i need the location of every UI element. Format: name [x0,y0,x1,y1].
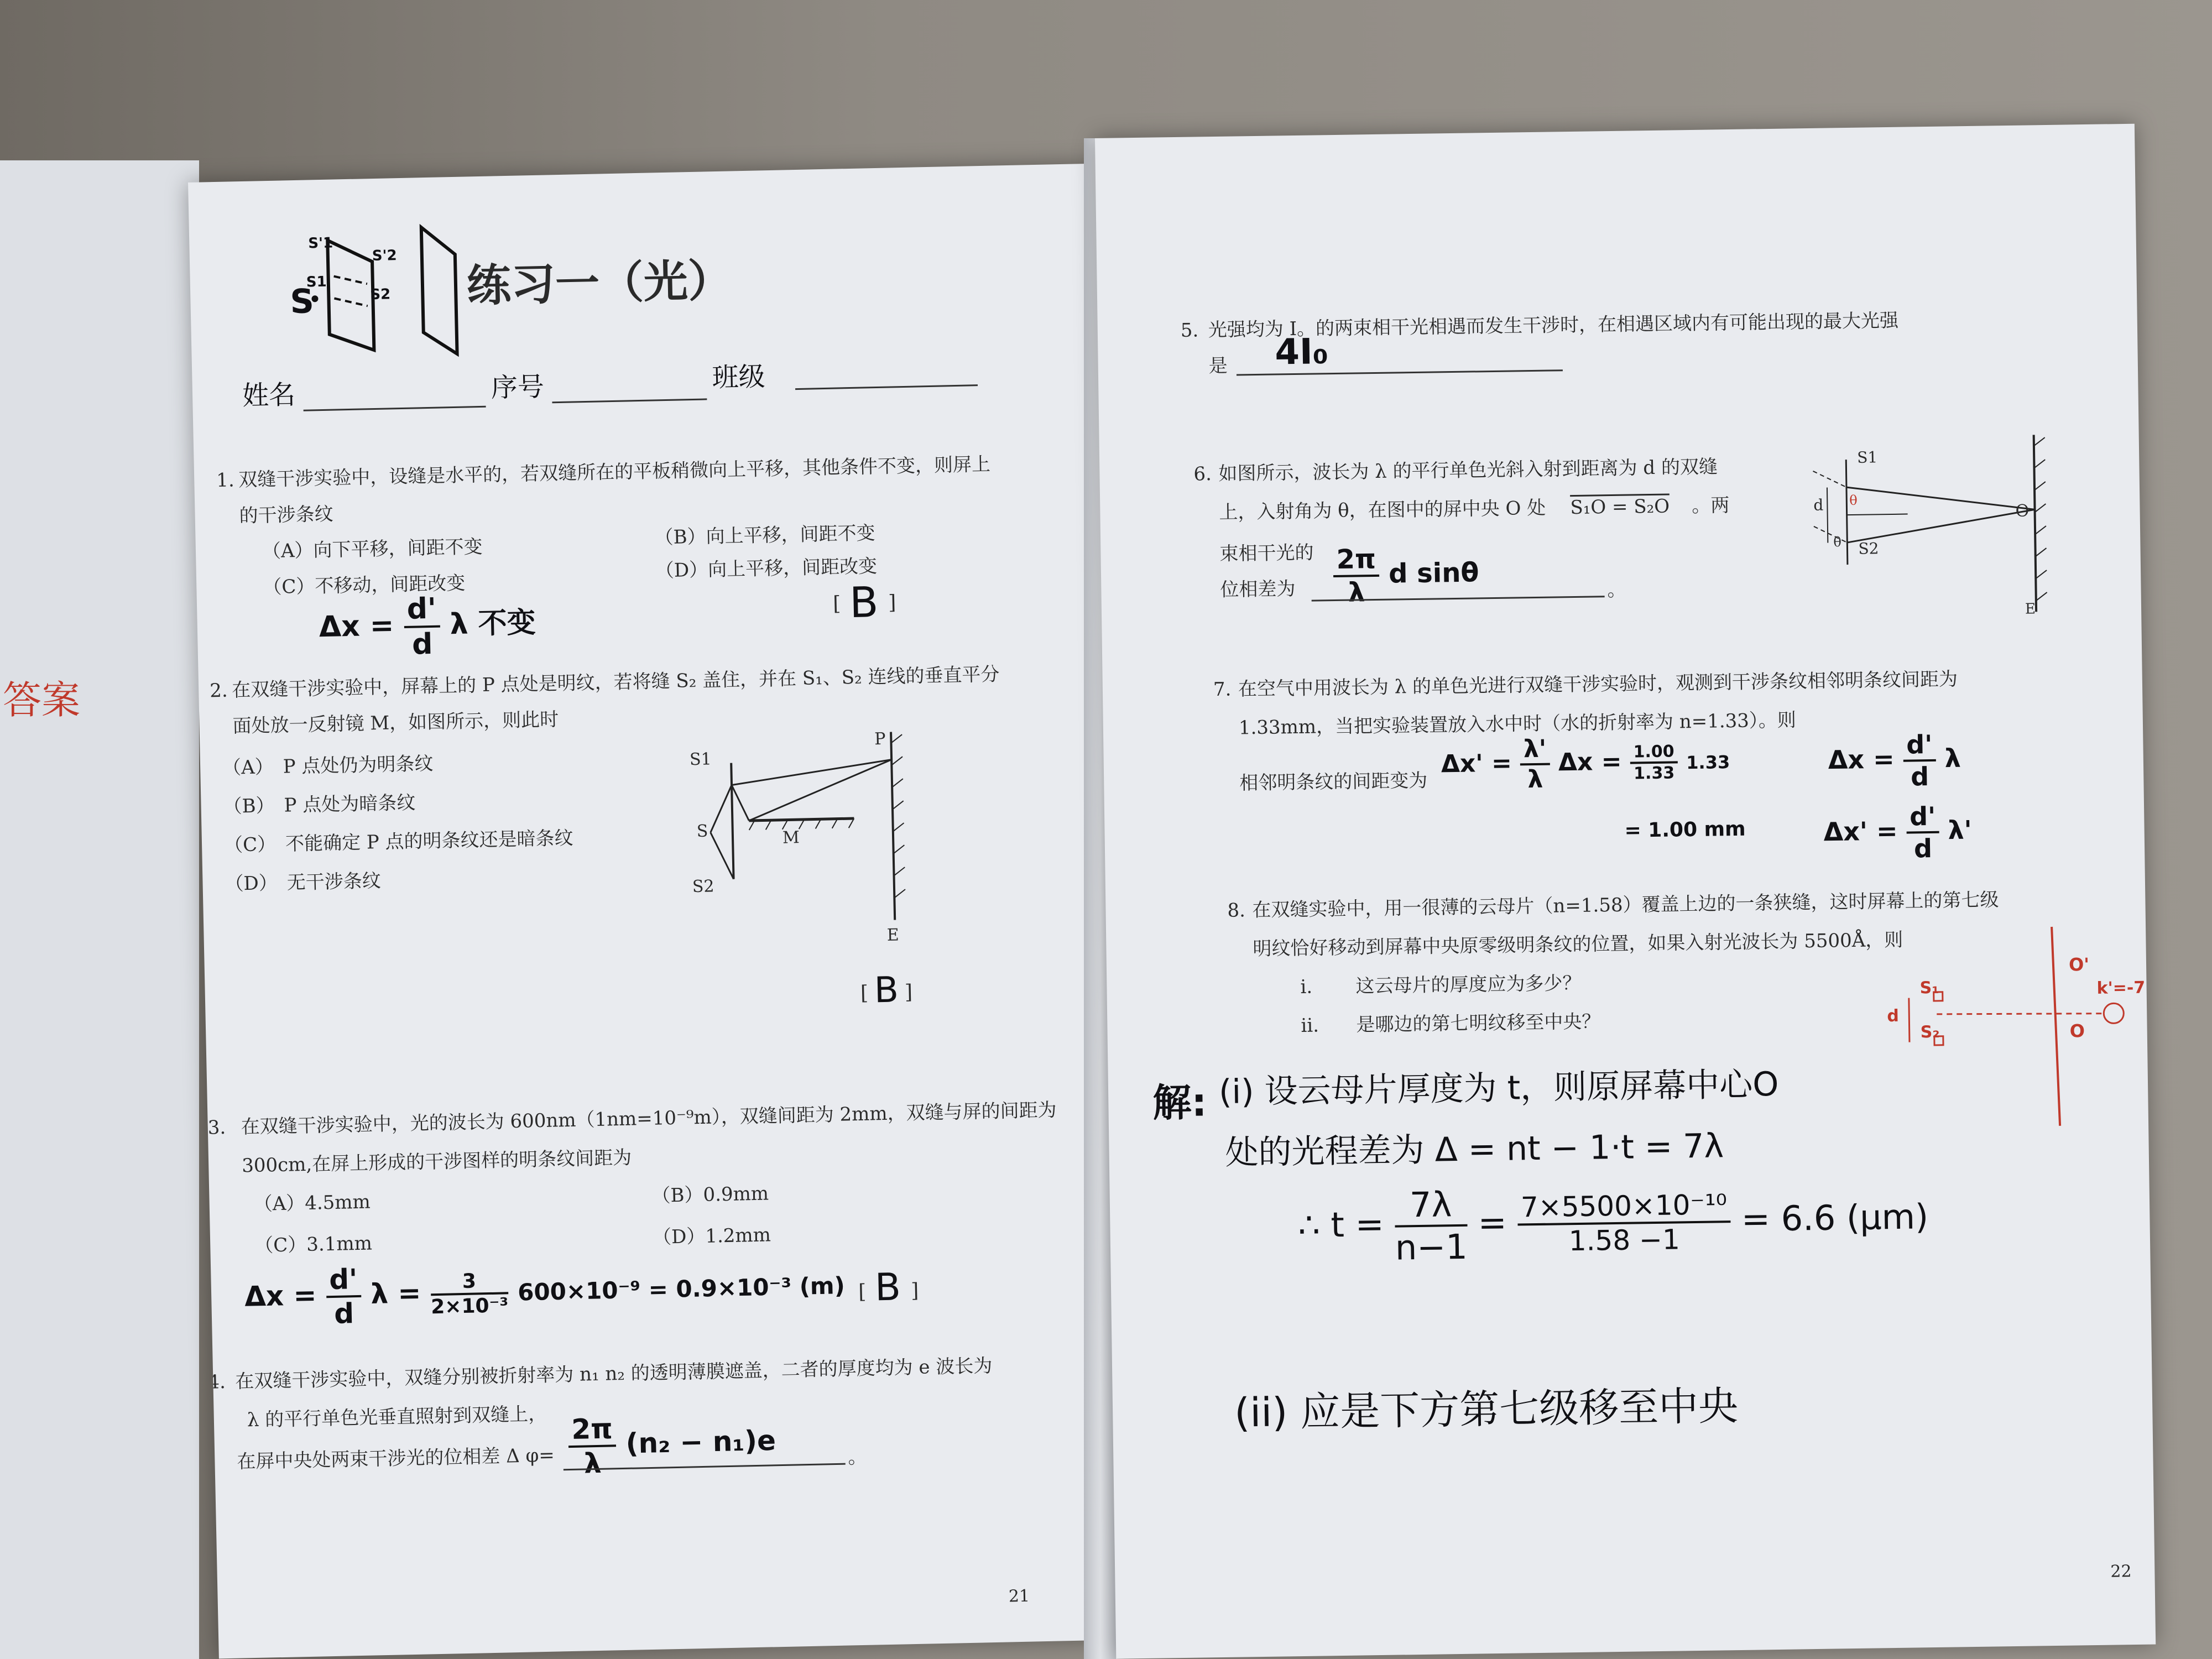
q6-slit-plate [1846,460,1848,565]
q7-side1-lhs: Δx = [1828,744,1895,775]
q6-screen [2034,435,2036,612]
q7-hand-num2: 1.00 [1630,742,1678,764]
q4-hand-den: λ [583,1447,602,1480]
q3-number: 3. [207,1116,226,1139]
q6-text-2b: S₁O = S₂O [1570,495,1670,519]
q6-figure [1796,435,2059,621]
q2-fig-s1: S1 [689,749,712,770]
q6-fig-theta-2: θ [1833,534,1841,550]
q2-bracket-open: [ [860,982,869,1005]
q3-option-c: （C）3.1mm [254,1232,373,1257]
q2-answer: B [874,969,899,1011]
seq-label: 序号 [491,371,545,404]
q3-text-2: 300cm,在屏上形成的干涉图样的明条纹间距为 [241,1146,632,1177]
q1-bracket-close: ] [888,591,896,614]
q2-figure [686,732,923,947]
q3-hand-num1: d' [326,1263,361,1298]
q7-hand-fraction-1 [1520,735,1551,794]
slit-line-2 [334,298,367,306]
q8-red-o-prime: O' [2068,954,2090,975]
q3-hand-den1: d [333,1297,354,1330]
q6-fig-theta-1: θ [1849,492,1858,509]
q7-side2-fraction [1906,801,1940,864]
class-label: 班级 [712,361,766,394]
q3-option-b: （B）0.9mm [651,1182,769,1207]
q8-red-d: d [1887,1006,1900,1026]
q4-text-3: 在屏中央处两束干涉光的位相差 Δ φ= [237,1444,555,1473]
q7-hand-lhs: Δx' = [1441,749,1512,779]
q6-text-2c: 。两 [1692,494,1730,517]
q4-number: 4. [207,1371,226,1394]
q4-text-1: 在双缝干涉实验中，双缝分别被折射率为 n₁ n₂ 的透明薄膜遮盖，二者的厚度均为 e 波长为 [235,1355,993,1393]
q1-text-1: 双缝干涉实验中，设缝是水平的，若双缝所在的平板稍微向上平移，其他条件不变，则屏上 [238,453,991,492]
q1-option-c: （C）不移动，间距改变 [262,572,466,599]
page-title: 练习一（光） [466,254,733,312]
q7-side2-den: d [1913,833,1933,864]
q5-handwritten-answer: 4I₀ [1274,331,1329,373]
right-page-number: 22 [2110,1562,2132,1582]
q7-hand-num1: λ' [1520,735,1550,766]
seq-field[interactable] [552,398,707,403]
q1-bracket-open: [ [832,592,841,615]
q8-solution-label: 解: [1152,1079,1207,1126]
q8-sub-ii: 是哪边的第七明纹移至中央？ [1356,1010,1601,1036]
q8-text-1: 在双缝实验中，用一很薄的云母片（n=1.58）覆盖上边的一条狭缝，这时屏幕上的第七级 [1252,889,1999,922]
q8-solution-line-2: 处的光程差为 Δ = nt − 1·t = 7λ [1225,1126,1724,1172]
q8-number: 8. [1227,899,1246,922]
screen-sketch [421,227,457,354]
q6-fig-o: O [2015,501,2030,521]
q6-normal [1847,514,1908,515]
q7-side1-fraction [1903,729,1937,792]
q6-text-3: 束相干光的 [1219,541,1314,565]
q2-slit-plate [731,763,733,879]
q6-fig-d: d [1813,495,1824,514]
q3-bracket-open: [ [858,1280,867,1304]
q3-hand-fraction-1 [326,1263,362,1330]
q1-option-d: （D）向上平移，间距改变 [655,555,878,582]
q3-option-d: （D）1.2mm [652,1224,771,1249]
q6-fig-s2: S2 [1858,539,1879,558]
q6-text-2: 上，入射角为 θ，在图中的屏中央 O 处 [1219,497,1546,524]
q8-sol-fraction-2 [1517,1188,1731,1258]
q7-number: 7. [1213,678,1232,701]
q7-hand-den1: λ [1527,765,1543,794]
q7-side2-num: d' [1906,801,1939,834]
q7-side1-tail: λ [1944,743,1961,774]
underlying-page [0,160,199,1659]
header-s1p-label: S'1 [308,234,333,252]
class-field[interactable] [795,384,978,390]
q8-red-axis [1937,1012,2103,1016]
q7-hand-tail: 1.33 [1686,752,1730,774]
q8-solution-line-1: (i) 设云母片厚度为 t，则原屏幕中心O [1218,1065,1779,1112]
q2-text-2: 面处放一反射镜 M，如图所示，则此时 [232,708,559,738]
q8-sol-den2: 1.58 −1 [1568,1223,1681,1258]
q7-side2-lhs: Δx' = [1823,816,1898,847]
q6-d-dimension [1827,488,1828,543]
q4-end-mark: 。 [848,1446,867,1469]
q8-sol-fraction-1 [1394,1184,1468,1268]
q7-hand-mid: Δx = [1558,747,1622,777]
q1-option-a: （A）向下平移，间距不变 [262,535,483,563]
q2-bracket-close: ] [904,980,913,1004]
q2-ray-to-mirror [732,785,749,821]
q2-fig-p: P [874,729,886,749]
underlying-red-mark: 答案 [3,677,80,723]
slit-line-1 [334,275,367,284]
q6-ray-s1 [1846,484,2035,512]
q3-hand-num2: 3 [430,1269,508,1296]
name-label: 姓名 [242,379,296,412]
q7-hand-den2: 1.33 [1633,763,1675,784]
q8-solution-line-4: (ii) 应是下方第七级移至中央 [1234,1382,1739,1436]
q3-text-1: 在双缝干涉实验中，光的波长为 600nm（1nm=10⁻⁹m），双缝间距为 2mm，双缝与屏的间距为 [241,1099,1057,1139]
q1-hand-lhs: Δx = [319,609,394,644]
q6-number: 6. [1193,463,1212,486]
q2-fig-m: M [782,828,800,848]
q8-red-k: k'=-7 [2096,978,2146,998]
q8-red-s1: S₁ [1919,978,1939,998]
q1-hand-num: d' [403,592,440,628]
q3-hand-den2: 2×10⁻³ [430,1294,509,1319]
q3-hand-lhs: Δx = [244,1279,317,1313]
q1-hand-tail: λ 不变 [450,606,536,641]
q2-number: 2. [209,679,228,702]
q3-option-a: （A）4.5mm [253,1191,371,1215]
q5-text-1: 光强均为 I。的两束相干光相遇而发生干涉时，在相遇区域内有可能出现的最大光强 [1208,309,1899,342]
q8-sol-eq: = [1478,1202,1507,1243]
header-s2-label: S2 [370,286,391,304]
name-field[interactable] [304,406,486,411]
q5-text-2: 是 [1208,354,1228,378]
slit-plate-sketch [327,239,374,351]
q8-sub-i-number: i. [1300,975,1313,998]
q1-hand-den: d [411,627,433,661]
q2-ray-direct [731,760,892,785]
q6-fig-s1: S1 [1856,448,1878,467]
header-s1-label: S1 [306,273,327,291]
q6-end-mark: 。 [1607,578,1626,602]
header-s-label: S [289,282,315,322]
q3-answer: B [874,1265,901,1310]
q1-answer: B [849,577,879,628]
q1-handwritten-formula [319,590,536,663]
q2-option-d: （D） 无干涉条纹 [225,869,382,895]
q8-red-d-bar [1909,998,1910,1042]
q6-hand-num: 2π [1333,544,1379,577]
q4-hand-num: 2π [568,1412,617,1448]
q2-option-b: （B） P 点处为暗条纹 [223,791,416,818]
q6-fig-e: E [2025,601,2036,618]
q3-hand-mid: λ = [370,1277,421,1311]
q7-hand-fraction-2 [1630,742,1678,783]
q7-side1-den: d [1910,761,1929,792]
q1-option-b: （B）向上平移，间距不变 [654,522,875,549]
right-page [1095,124,2156,1659]
q8-solution-line-3 [1297,1177,1929,1269]
q2-source-ray-2 [711,832,734,880]
left-page [188,163,1131,1658]
q6-hand-den: λ [1348,577,1365,608]
q8-red-o: O [2069,1020,2085,1042]
q6-incident-2 [1814,526,1847,543]
q3-hand-tail: 600×10⁻⁹ = 0.9×10⁻³ (m) [517,1272,846,1306]
q8-sol-lhs: ∴ t = [1297,1203,1385,1246]
q2-fig-e: E [886,925,900,945]
q7-side-formula-1 [1828,729,1961,792]
q7-hand-result: = 1.00 mm [1624,817,1746,842]
q6-text-4: 位相差为 [1220,578,1296,601]
q6-hand-tail: d sinθ [1388,557,1479,589]
q8-sol-result: = 6.6 (μm) [1741,1196,1929,1239]
q2-source-ray-1 [709,785,733,833]
q8-text-2: 明纹恰好移动到屏幕中央原零级明条纹的位置，如果入射光波长为 5500Å，则 [1253,928,1903,961]
q1-hand-fraction [403,592,441,661]
q8-sub-i: 这云母片的厚度应为多少？ [1355,972,1582,998]
q8-red-s2: S₂ [1920,1022,1940,1042]
q7-text-3: 相邻明条纹的间距变为 [1239,769,1428,795]
q5-number: 5. [1180,319,1199,342]
q1-text-2: 的干涉条纹 [239,503,334,528]
q6-incident-1 [1813,471,1846,488]
q2-mirror [749,818,854,821]
q7-side2-tail: λ' [1948,815,1973,846]
q8-sol-den1: n−1 [1395,1226,1468,1268]
q7-handwritten-formula [1441,732,1730,795]
q2-ray-reflected [748,760,893,821]
q7-side-formula-2 [1823,801,1973,865]
q1-number: 1. [216,469,235,492]
q2-option-a: （A） P 点处仍为明条纹 [222,752,434,779]
q4-hand-tail: (n₂ − n₁)e [625,1424,776,1460]
q2-option-c: （C） 不能确定 P 点的明条纹还是暗条纹 [223,827,573,857]
q6-text-1: 如图所示，波长为 λ 的平行单色光斜入射到距离为 d 的双缝 [1218,456,1718,485]
q3-handwritten-formula [244,1253,846,1332]
q8-sub-ii-number: ii. [1301,1014,1319,1037]
q7-text-2: 1.33mm，当把实验装置放入水中时（水的折射率为 n=1.33）。则 [1238,709,1797,739]
q7-text-1: 在空气中用波长为 λ 的单色光进行双缝干涉实验时，观测到干涉条纹相邻明条纹间距为 [1238,668,1958,701]
q3-hand-fraction-2 [430,1269,509,1318]
q2-fig-s2: S2 [692,877,714,897]
header-s2p-label: S'2 [372,247,397,265]
q2-text-1: 在双缝干涉实验中，屏幕上的 P 点处是明纹，若将缝 S₂ 盖住，并在 S₁、S₂ 连线的垂直平分 [231,663,1000,702]
q8-sol-num2: 7×5500×10⁻¹⁰ [1517,1188,1731,1225]
q3-bracket-close: ] [910,1279,919,1303]
q8-red-screen [2052,927,2060,1126]
q7-side1-num: d' [1903,729,1936,762]
q2-fig-s: S [696,821,708,841]
left-page-number: 21 [1008,1586,1030,1606]
q4-text-2: λ 的平行单色光垂直照射到双缝上， [247,1402,547,1432]
q8-sol-num1: 7λ [1394,1184,1467,1228]
q8-red-fringe-mark [2104,1003,2124,1023]
